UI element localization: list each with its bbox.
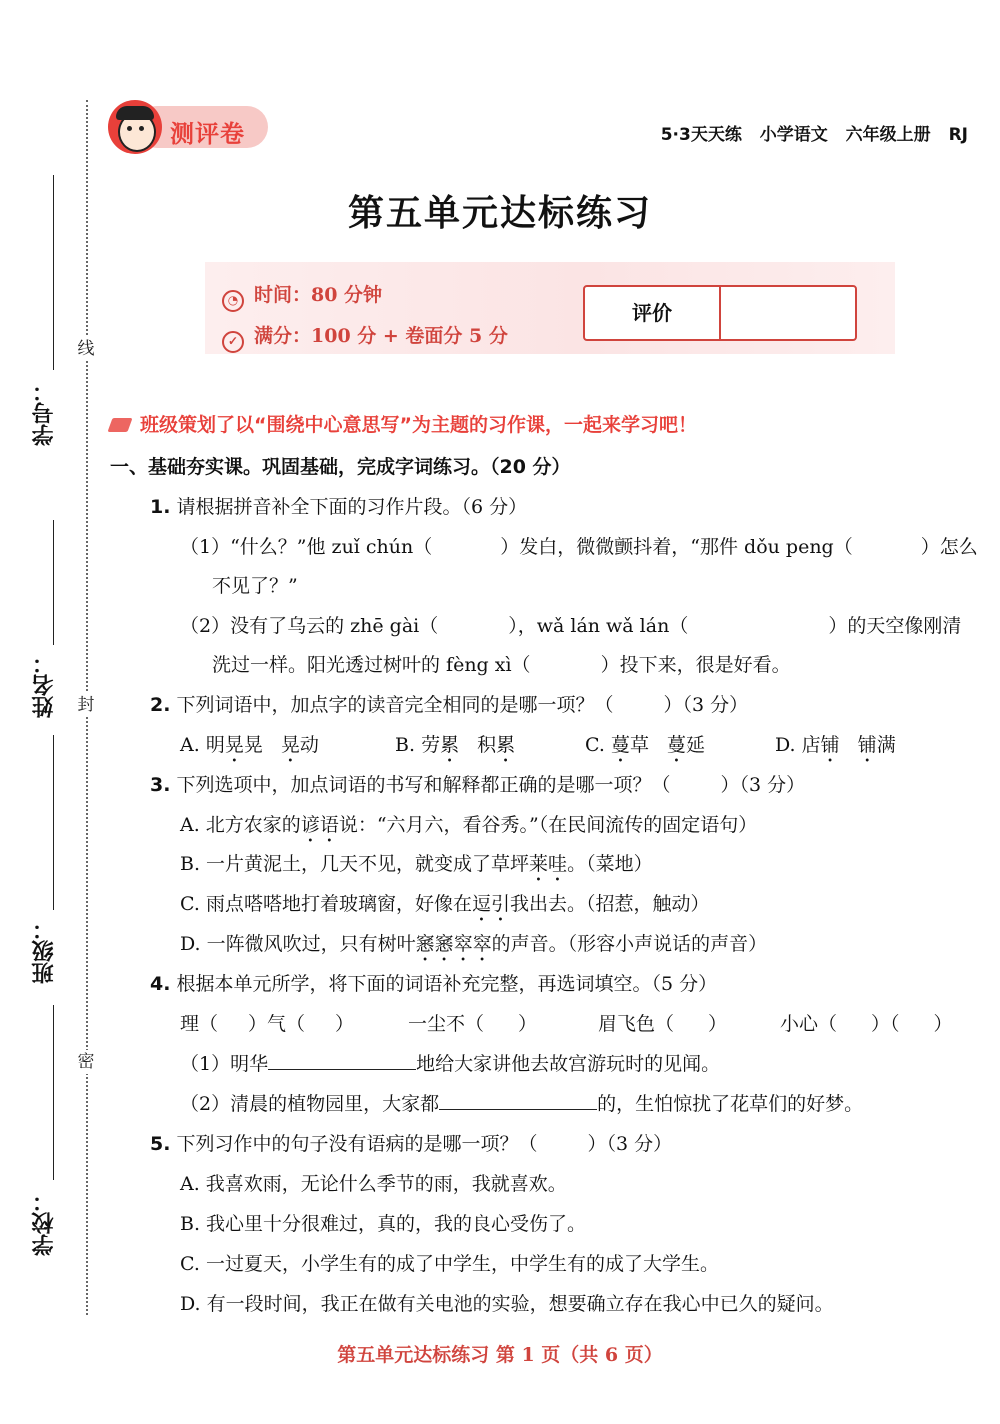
- q3-option-b[interactable]: B. 一片黄泥土，几天不见，就变成了草坪莱哇。（菜地）: [180, 853, 653, 875]
- seal-char-seal: 封: [74, 693, 98, 717]
- page-title: 第五单元达标练习: [347, 192, 652, 234]
- class-line[interactable]: [53, 735, 54, 910]
- q5-option-c[interactable]: C. 一过夏天，小学生有的成了中学生，中学生有的成了大学生。: [180, 1253, 719, 1275]
- series-info: 5·3天天练 小学语文 六年级上册 RJ: [660, 125, 968, 145]
- cartoon-face-icon: [108, 100, 162, 154]
- q4-word-2[interactable]: 一尘不（ ）: [408, 1013, 538, 1035]
- q2-stem: 2. 下列词语中，加点字的读音完全相同的是哪一项？（ ）（3 分）: [150, 694, 749, 716]
- school-line[interactable]: [53, 1005, 54, 1180]
- q3-option-d[interactable]: D. 一阵微风吹过，只有树叶窸窸窣窣的声音。（形容小声说话的声音）: [180, 933, 768, 955]
- q5-option-b[interactable]: B. 我心里十分很难过，真的，我的良心受伤了。: [180, 1213, 587, 1235]
- name-line[interactable]: [53, 520, 54, 645]
- q4-word-3[interactable]: 眉飞色（ ）: [598, 1013, 728, 1035]
- q2-option-c[interactable]: C. 蔓草 蔓延: [585, 734, 706, 756]
- q1-line2: （2）没有了乌云的 zhē gài（ ），wǎ lán wǎ lán（ ）的天空像刚清: [180, 615, 962, 637]
- q1-stem: 1. 请根据拼音补全下面的习作片段。（6 分）: [150, 496, 528, 518]
- seal-char-line: 线: [74, 337, 98, 361]
- time-info: ◔ 时间：80 分钟: [222, 280, 382, 312]
- q2-option-a[interactable]: A. 明晃晃 晃动: [180, 734, 319, 756]
- q4-word-1[interactable]: 理（ ）气（ ）: [180, 1013, 355, 1035]
- q3-option-c[interactable]: C. 雨点嗒嗒地打着玻璃窗，好像在逗引我出去。（招惹，触动）: [180, 893, 710, 915]
- q4-word-4[interactable]: 小心（ ）（ ）: [780, 1013, 953, 1035]
- evaluation-label: 评价: [585, 287, 721, 339]
- badge-text: 测评卷: [170, 120, 245, 148]
- test-paper-badge: [108, 100, 268, 154]
- q1-line1-cont: 不见了？”: [212, 575, 298, 597]
- check-icon: ✓: [222, 331, 244, 353]
- seal-char-secret: 密: [74, 1050, 98, 1074]
- q3-option-a[interactable]: A. 北方农家的谚语说：“六月六，看谷秀。”（在民间流传的固定语句）: [180, 814, 758, 836]
- q4-sentence-1: （1）明华 地给大家讲他去故宫游玩时的见闻。: [180, 1053, 721, 1075]
- name-label: 姓名：: [31, 652, 57, 718]
- q3-stem: 3. 下列选项中，加点词语的书写和解释都正确的是哪一项？（ ）（3 分）: [150, 774, 806, 796]
- q2-option-b[interactable]: B. 劳累 积累: [395, 734, 516, 756]
- clock-icon: ◔: [222, 290, 244, 312]
- evaluation-box: [583, 285, 857, 341]
- class-label: 班级：: [31, 918, 57, 984]
- q4-stem: 4. 根据本单元所学，将下面的词语补充完整，再选词填空。（5 分）: [150, 973, 718, 995]
- q5-option-a[interactable]: A. 我喜欢雨，无论什么季节的雨，我就喜欢。: [180, 1173, 567, 1195]
- score-info: ✓ 满分：100 分 + 卷面分 5 分: [222, 321, 508, 353]
- fill-blank[interactable]: [268, 1069, 416, 1070]
- q1-line1: （1）“什么？”他 zuǐ chún（ ）发白，微微颤抖着，“那件 dǒu peng（ ）怎么: [180, 536, 978, 558]
- page-footer: 第五单元达标练习 第 1 页（共 6 页）: [337, 1344, 663, 1366]
- q4-sentence-2: （2）清晨的植物园里，大家都 的，生怕惊扰了花草们的好梦。: [180, 1093, 864, 1115]
- q5-option-d[interactable]: D. 有一段时间，我正在做有关电池的实验，想要确立存在我心中已久的疑问。: [180, 1293, 834, 1315]
- q2-option-d[interactable]: D. 店铺 铺满: [775, 734, 896, 756]
- intro-text: 班级策划了以“围绕中心意思写”为主题的习作课，一起来学习吧！: [110, 410, 697, 437]
- q1-line2-cont: 洗过一样。阳光透过树叶的 fèng xì（ ）投下来，很是好看。: [212, 654, 791, 676]
- fill-blank[interactable]: [439, 1109, 597, 1110]
- school-label: 学校：: [31, 1190, 57, 1256]
- student-id-label: 学号：: [31, 380, 57, 446]
- pencil-icon: [107, 418, 132, 432]
- q5-stem: 5. 下列习作中的句子没有语病的是哪一项？（ ）（3 分）: [150, 1133, 673, 1155]
- section-title: 一、基础夯实课。巩固基础，完成字词练习。（20 分）: [110, 456, 571, 478]
